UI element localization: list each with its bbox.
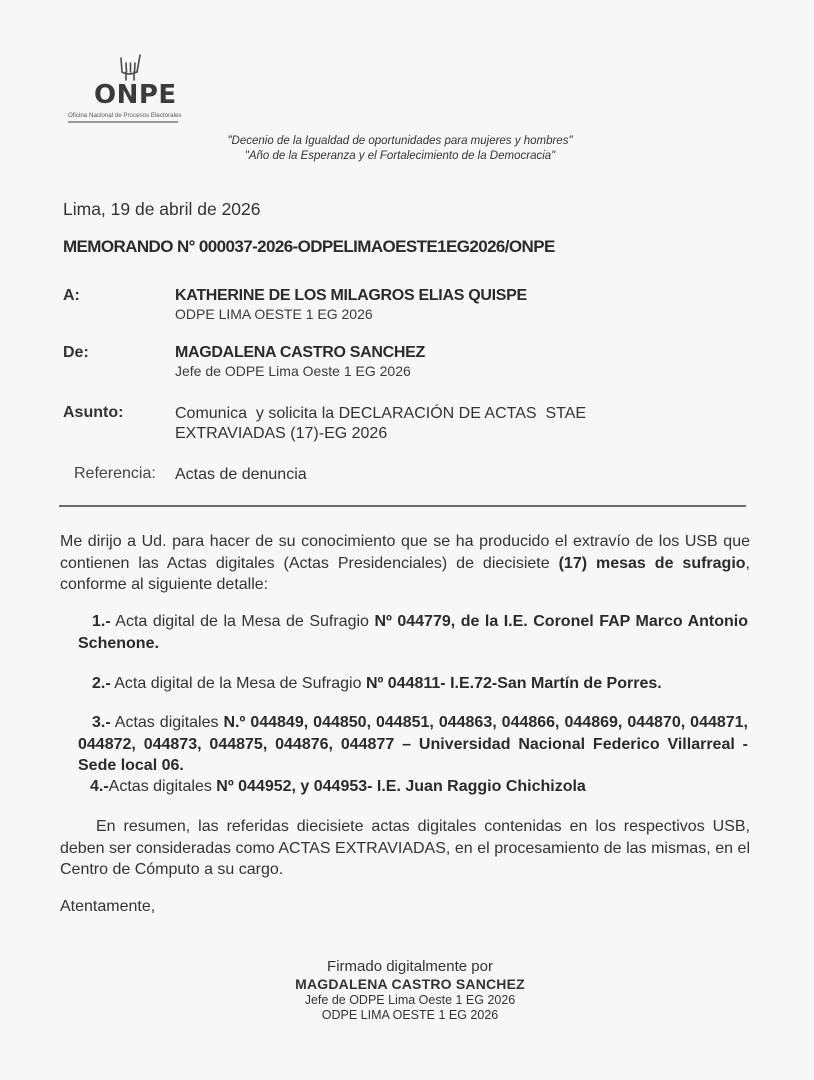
sender-title: Jefe de ODPE Lima Oeste 1 EG 2026 xyxy=(175,363,411,379)
item-text: Actas digitales xyxy=(110,714,224,731)
memo-number: MEMORANDO N° 000037-2026-ODPELIMAOESTE1EG2026/ONPE xyxy=(63,237,555,256)
signer-office: ODPE LIMA OESTE 1 EG 2026 xyxy=(321,1008,499,1022)
intro-bold-text: (17) mesas de sufragio xyxy=(558,554,746,572)
item-text: Actas digitales xyxy=(108,778,217,795)
reference-label: Referencia: xyxy=(74,465,156,482)
item-detail: Nº 044779, de la I.E. Coronel FAP Marco Antonio Schenone. xyxy=(78,613,749,652)
reference-value: Actas de denuncia xyxy=(175,466,307,483)
sender-name: MAGDALENA CASTRO SANCHEZ xyxy=(175,344,425,361)
subject-line-2: EXTRAVIADAS (17)-EG 2026 xyxy=(175,425,388,442)
logo-subtitle: Oficina Nacional de Procesos Electorales xyxy=(68,112,182,119)
subject-line-1: Comunica y solicita la DECLARACIÓN DE ACTAS STAE xyxy=(175,405,587,422)
motto-decade: "Decenio de la Igualdad de oportunidades para mujeres y hombres" xyxy=(227,135,573,147)
intro-text: Me dirijo a Ud. para hacer de su conocimiento que se ha producido el extravío de los USB que contienen las Actas digitales (Actas Presidenciales) de diecisiete xyxy=(60,533,750,572)
closing-salutation: Atentamente, xyxy=(60,898,156,915)
raised-hand-icon xyxy=(115,52,145,82)
from-label: De: xyxy=(63,344,89,361)
list-item xyxy=(78,611,748,654)
item-detail: N.º 044849, 044850, 044851, 044863, 044866, 044869, 044870, 044871, 044872, 044873, 044875, 044876, 044877 – Universidad Nacional Federico Villarreal - Sede local 06. xyxy=(78,714,749,774)
logo-underline xyxy=(68,121,178,123)
logo-wordmark: ONPE xyxy=(94,80,177,110)
memo-date: Lima, 19 de abril de 2026 xyxy=(63,199,261,219)
intro-text-end: , conforme al siguiente detalle: xyxy=(60,554,750,593)
signer-name: MAGDALENA CASTRO SANCHEZ xyxy=(295,976,525,992)
item-detail: Nº 044811- I.E.72-San Martín de Porres. xyxy=(365,675,662,692)
recipient-name: KATHERINE DE LOS MILAGROS ELIAS QUISPE xyxy=(175,287,527,304)
motto-year: "Año de la Esperanza y el Fortalecimiento de la Democracia" xyxy=(244,150,556,162)
item-number: 1.- xyxy=(92,613,111,630)
digital-signature xyxy=(240,958,580,1023)
header-divider xyxy=(59,505,746,507)
to-label: A: xyxy=(63,287,80,304)
list-item xyxy=(78,712,748,777)
list-item xyxy=(78,776,748,798)
item-number: 2.- xyxy=(92,675,111,692)
item-text: Acta digital de la Mesa de Sufragio xyxy=(110,613,375,630)
item-number: 3.- xyxy=(92,714,111,731)
recipient-office: ODPE LIMA OESTE 1 EG 2026 xyxy=(175,306,373,322)
subject-label: Asunto: xyxy=(63,404,124,421)
intro-paragraph xyxy=(60,531,750,596)
item-text: Acta digital de la Mesa de Sufragio xyxy=(110,675,366,692)
summary-paragraph: En resumen, las referidas diecisiete actas digitales contenidas en los respectivos USB, deben ser consideradas como ACTAS EXTRAVIADAS, en el procesamiento de las mismas, en el Centro de Cómputo a su cargo. xyxy=(60,818,750,878)
signature-caption: Firmado digitalmente por xyxy=(327,958,493,975)
item-detail: Nº 044952, y 044953- I.E. Juan Raggio Chichizola xyxy=(216,778,586,795)
signer-title: Jefe de ODPE Lima Oeste 1 EG 2026 xyxy=(304,993,516,1007)
official-mottos xyxy=(190,134,610,164)
item-number: 4.- xyxy=(90,778,109,795)
list-item xyxy=(78,673,748,695)
